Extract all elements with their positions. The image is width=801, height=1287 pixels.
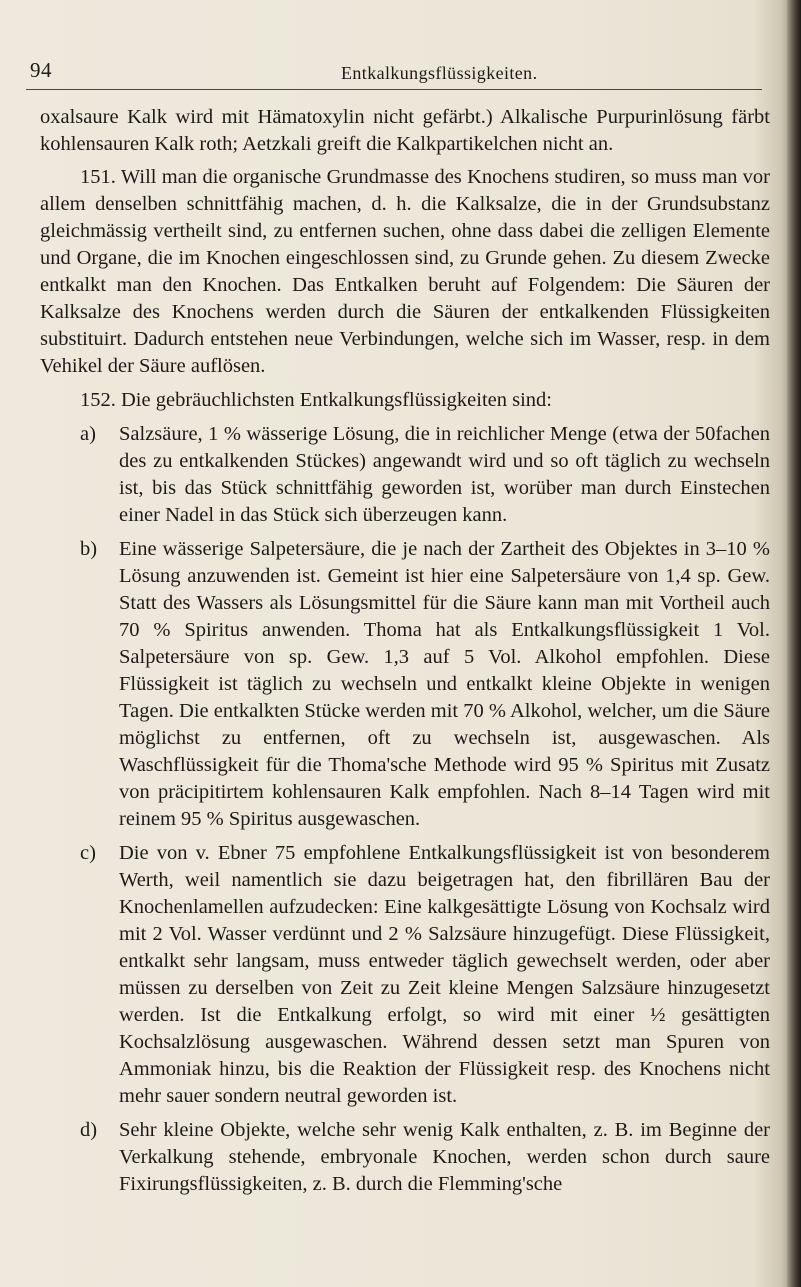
page-number: 94 xyxy=(30,58,52,82)
list-item-d xyxy=(80,1117,770,1198)
list-marker-a: a) xyxy=(80,423,96,445)
page-header xyxy=(26,58,762,92)
list-text-b: Eine wässerige Salpetersäure, die je nach der Zartheit des Objektes in 3–10 % Lösung anzuwenden ist. Gemeint ist hier eine Salpetersäure von 1,4 sp. Gew. Statt des Wassers als Lösungsmittel für die Säure kann man mit Vortheil auch 70 % Spiritus anwenden. Thoma hat als Entkalkungsflüssigkeit 1 Vol. Salpetersäure von sp. Gew. 1,3 auf 5 Vol. Alkohol empfohlen. Diese Flüssigkeit ist täglich zu wechseln und entkalkt kleine Objekte in wenigen Tagen. Die entkalkten Stücke werden mit 70 % Alkohol, welcher, um die Säure möglichst zu entfernen, oft zu wechseln ist, ausgewaschen. Als Waschflüssigkeit für die Thoma'sche Methode wird 95 % Spiritus mit Zusatz von präcipitirtem kohlensauren Kalk empfohlen. Nach 8–14 Tagen wird mit reinem 95 % Spiritus ausgewaschen. xyxy=(119,538,770,830)
list-item-b xyxy=(80,536,770,833)
paragraph-151: 151. Will man die organische Grundmasse des Knochens studiren, so muss man vor allem denselben schnittfähig machen, d. h. die Kalksalze, die in der Grundsubstanz gleichmässig vertheilt sind, zu entfernen suchen, ohne dass dabei die zelligen Elemente und Organe, die im Knochen eingeschlossen sind, zu Grunde gehen. Zu diesem Zwecke entkalkt man den Knochen. Das Entkalken beruht auf Folgendem: Die Säuren der Kalksalze des Knochens werden durch die Säuren der entkalkenden Flüssigkeiten substituirt. Dadurch entstehen neue Verbindungen, welche sich im Wasser, resp. in dem Vehikel der Säure auflösen. xyxy=(40,166,770,377)
paragraph-continuation: oxalsaure Kalk wird mit Hämatoxylin nicht gefärbt.) Alkalische Purpurinlösung färbt kohlensauren Kalk roth; Aetzkali greift die Kalkpartikelchen nicht an. xyxy=(40,106,770,155)
list-marker-b: b) xyxy=(80,538,98,560)
list-item-a xyxy=(80,421,770,529)
list-marker-d: d) xyxy=(80,1119,98,1141)
list-text-d: Sehr kleine Objekte, welche sehr wenig Kalk enthalten, z. B. im Beginne der Verkalkung stehende, embryonale Knochen, werden schon durch saure Fixirungsflüssigkeiten, z. B. durch die Flemming'sche xyxy=(119,1119,770,1195)
header-rule xyxy=(26,89,762,90)
main-text xyxy=(40,104,770,1205)
list-marker-c: c) xyxy=(80,842,96,864)
page-edge-shadow xyxy=(787,0,801,1287)
paragraph-152: 152. Die gebräuchlichsten Entkalkungsflüssigkeiten sind: xyxy=(80,389,552,411)
list-text-a: Salzsäure, 1 % wässerige Lösung, die in reichlicher Menge (etwa der 50fachen des zu entkalkenden Stückes) angewandt wird und so oft täglich zu wechseln ist, bis das Stück schnittfähig geworden ist, worüber man durch Einstechen einer Nadel in das Stück sich überzeugen kann. xyxy=(119,423,770,526)
list-text-c: Die von v. Ebner 75 empfohlene Entkalkungsflüssigkeit ist von besonderem Werth, weil namentlich sie dazu beigetragen hat, den fibrillären Bau der Knochenlamellen aufzudecken: Eine kalkgesättigte Lösung von Kochsalz wird mit 2 Vol. Wasser verdünnt und 2 % Salzsäure hinzugefügt. Diese Flüssigkeit, entkalkt sehr langsam, muss entweder täglich gewechselt werden, oder aber müssen zu derselben von Zeit zu Zeit kleine Mengen Salzsäure hinzugesetzt werden. Ist die Entkalkung erfolgt, so wird mit einer ½ gesättigten Kochsalzlösung ausgewaschen. Während dessen setzt man Spuren von Ammoniak hinzu, bis die Reaktion der Flüssigkeit resp. des Knochens nicht mehr sauer sondern neutral geworden ist. xyxy=(119,842,770,1107)
list-item-c xyxy=(80,840,770,1110)
running-title: Entkalkungsflüssigkeiten. xyxy=(341,63,538,83)
